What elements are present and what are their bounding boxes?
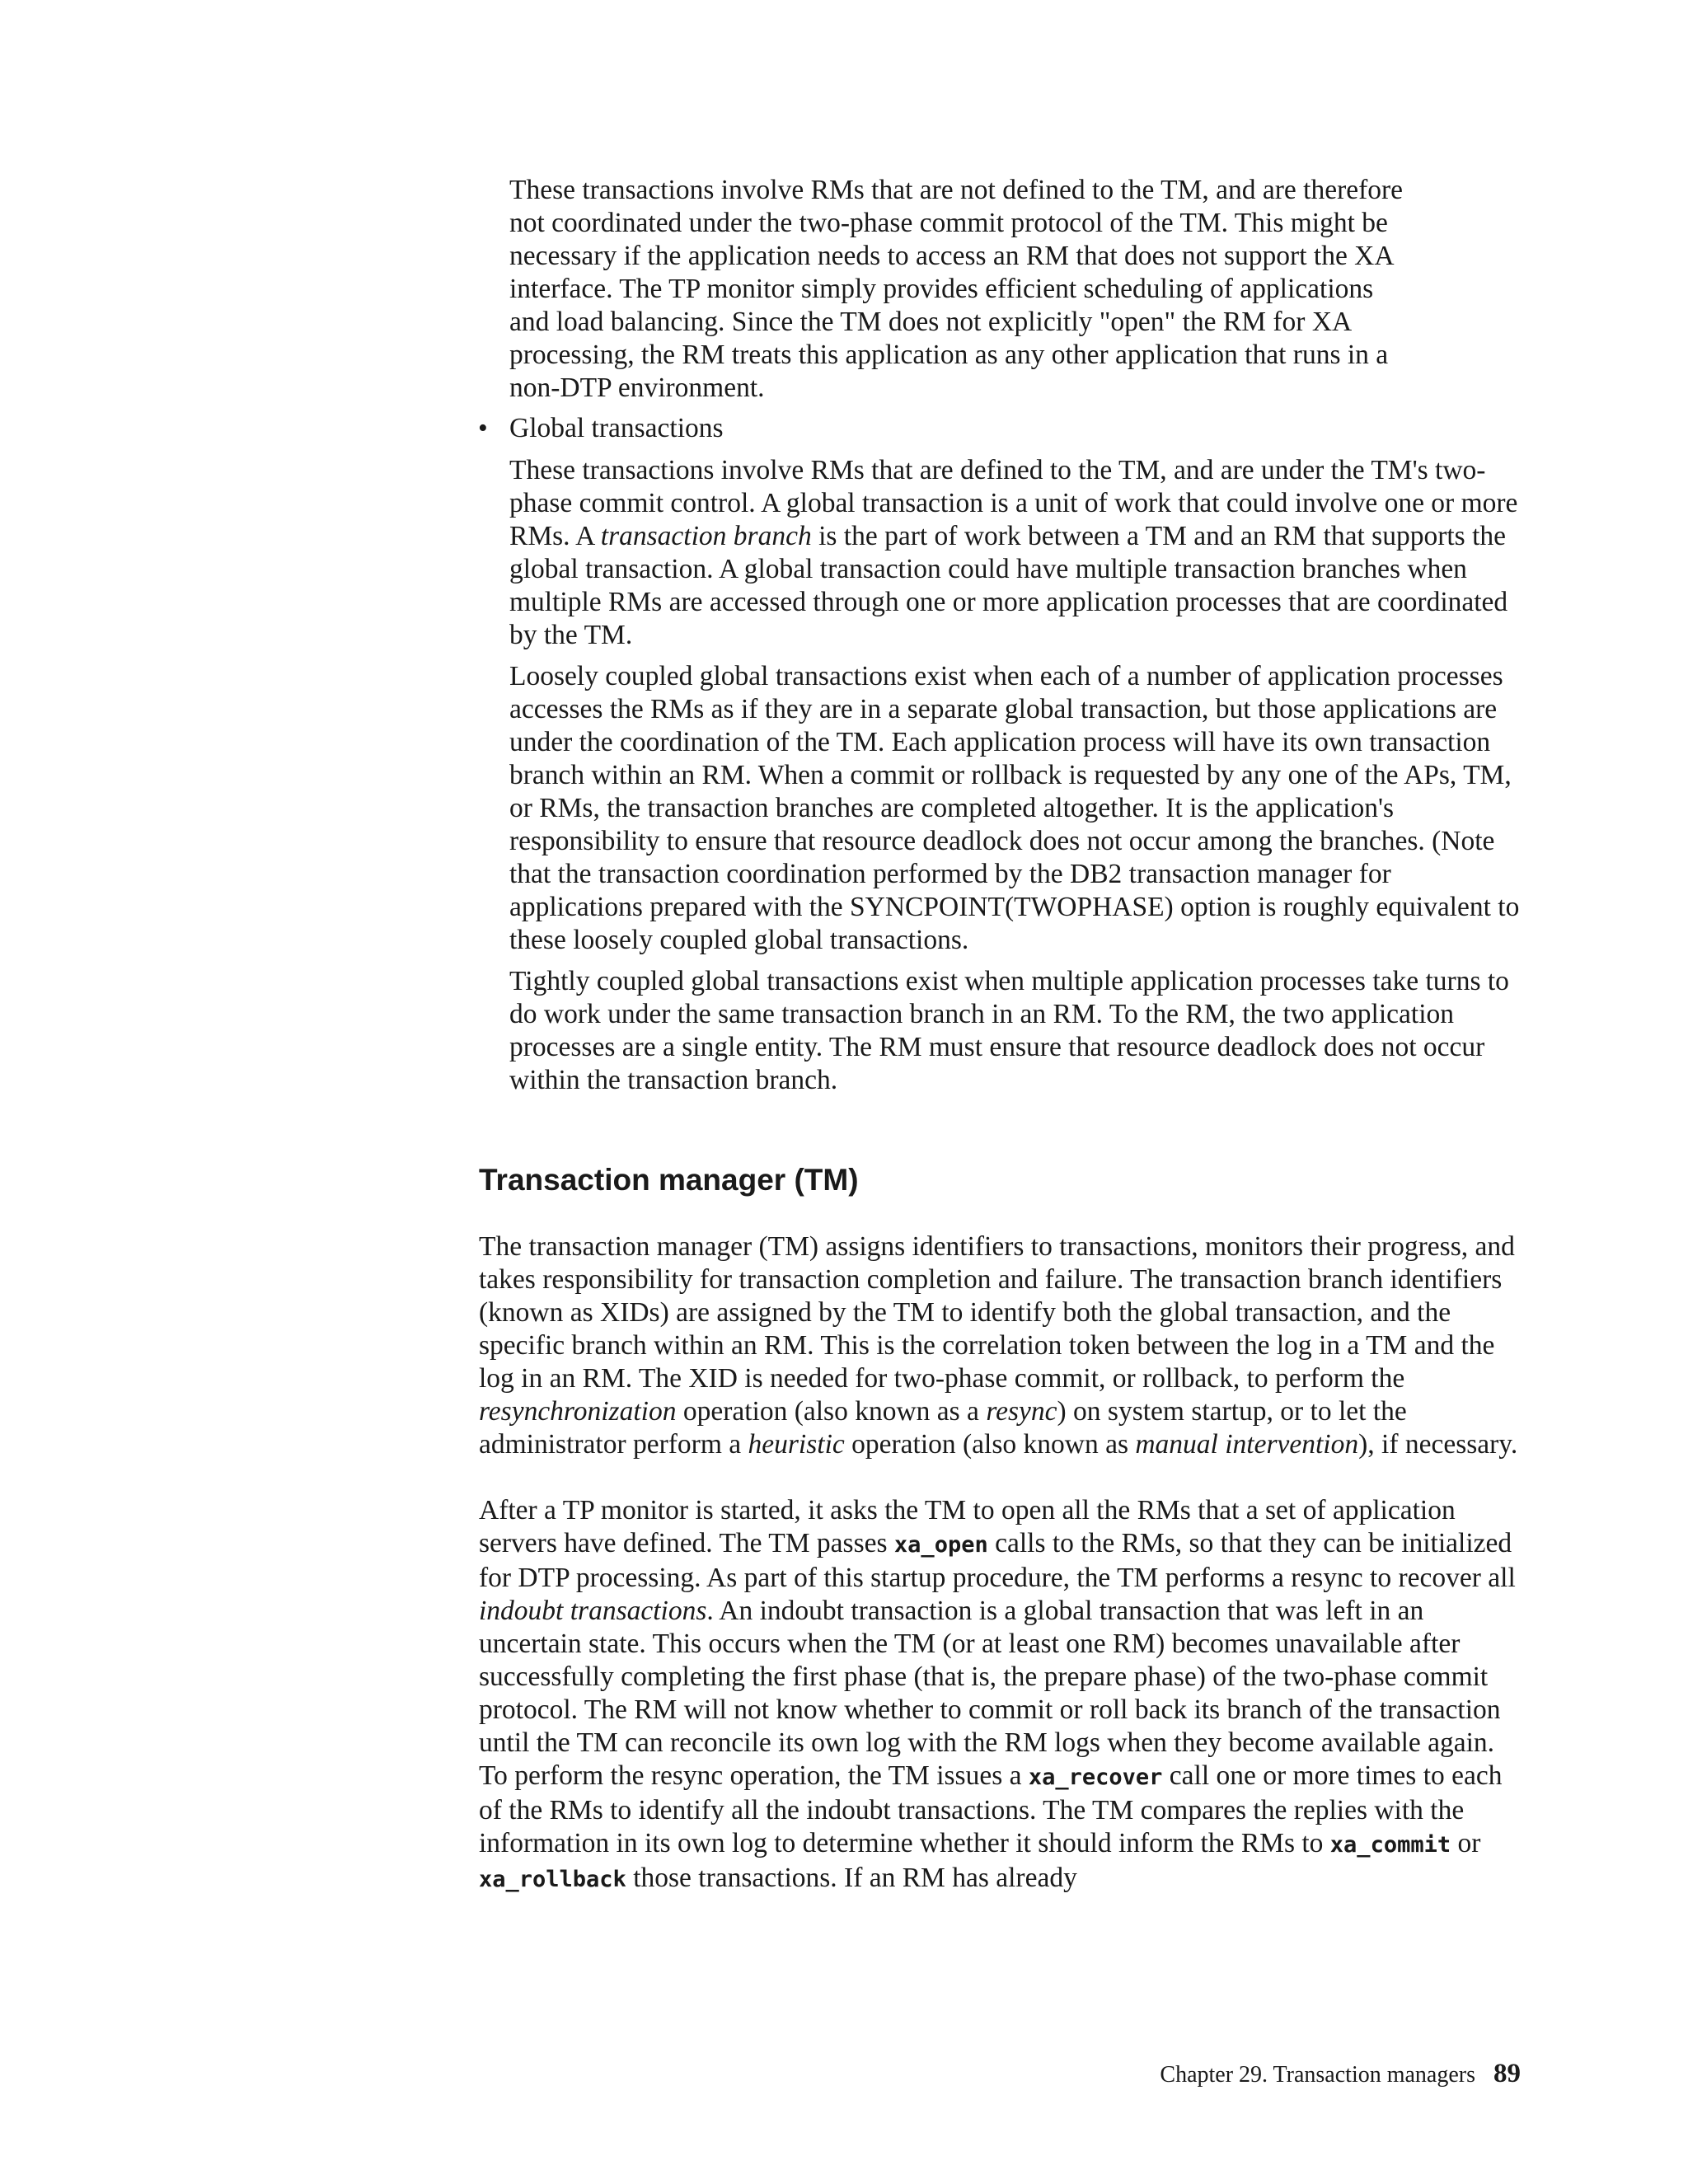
text-run: or bbox=[1451, 1828, 1481, 1858]
code-term: xa_rollback bbox=[479, 1867, 626, 1892]
text-run: After a TP monitor is started, it asks the TM to open all the RMs that a set of application servers have defined. The TM passes bbox=[479, 1495, 1456, 1558]
code-term: xa_open bbox=[893, 1532, 988, 1558]
text-run: calls to the RMs, so that they can be initialized for DTP processing. As part of this startup procedure, the TM performs a resync to recover all bbox=[479, 1528, 1516, 1593]
text-line: non-DTP environment. bbox=[509, 373, 765, 403]
text-run: . An indoubt transaction is a global transaction that was left in an uncertain state. This occurs when the TM (or at least one RM) becomes unavailable after successfully completing the first phase (that is, the prepare phase) of the two-phase commit protocol. The RM will not know whether to commit or roll back its branch of the transaction until the TM can reconcile its own log with the RM logs when they become available again. To perform the resync operation, the TM issues a bbox=[479, 1596, 1501, 1791]
text-run: call one or more times to each of the RMs to identify all the indoubt transactions. The TM compares the replies with the information in its own log to determine whether it should inform the RMs to bbox=[479, 1760, 1503, 1858]
global-transactions-description bbox=[509, 454, 1523, 1105]
emphasis-term: manual intervention bbox=[1135, 1429, 1359, 1460]
text-run: ), if necessary. bbox=[1358, 1429, 1518, 1460]
non-global-description bbox=[509, 174, 1523, 405]
section-body bbox=[479, 1230, 1526, 1929]
section-heading: Transaction manager (TM) bbox=[479, 1163, 859, 1197]
page-footer bbox=[1160, 2059, 1521, 2089]
emphasis-term: transaction branch bbox=[600, 521, 812, 551]
text-run: is the part of work between a TM and an RM that supports the global transaction. A global transaction could have multiple transaction branches when multiple RMs are accessed through one or more application processes that are coordinated by the TM. bbox=[509, 521, 1508, 650]
bullet-label: Global transactions bbox=[509, 413, 724, 443]
emphasis-term: heuristic bbox=[748, 1429, 845, 1460]
page-number: 89 bbox=[1493, 2059, 1521, 2088]
code-term: xa_commit bbox=[1329, 1832, 1451, 1858]
text-run: those transactions. If an RM has already bbox=[626, 1863, 1077, 1893]
text-line: These transactions involve RMs that are not defined to the TM, and are therefore bbox=[509, 175, 1404, 205]
paragraph bbox=[479, 1494, 1526, 1896]
bullet-icon: • bbox=[478, 413, 488, 443]
emphasis-term: resync bbox=[986, 1396, 1057, 1427]
emphasis-term: indoubt transactions bbox=[479, 1596, 707, 1626]
text-line: not coordinated under the two-phase commit protocol of the TM. This might be bbox=[509, 208, 1388, 238]
paragraph bbox=[479, 1230, 1526, 1461]
text-run: These transactions involve RMs that are defined to the TM, and are under the TM's two-phase commit control. A global transaction is a unit of work that could involve one or more RMs. A bbox=[509, 455, 1518, 551]
chapter-title: Chapter 29. Transaction managers bbox=[1160, 2062, 1475, 2088]
text-line: necessary if the application needs to access an RM that does not support the XA bbox=[509, 241, 1395, 271]
emphasis-term: resynchronization bbox=[479, 1396, 677, 1427]
paragraph: Loosely coupled global transactions exist when each of a number of application processes accesses the RMs as if they are in a separate global transaction, but those applications are under the coordination of the TM. Each application process will have its own transaction branch within an RM. When a commit or rollback is requested by any one of the APs, TM, or RMs, the transaction branches are completed altogether. It is the application's responsibility to ensure that resource deadlock does not occur among the branches. (Note that the transaction coordination performed by the DB2 transaction manager for applications prepared with the SYNCPOINT(TWOPHASE) option is roughly equivalent to these loosely coupled global transactions. bbox=[509, 661, 1520, 955]
text-line: and load balancing. Since the TM does not explicitly "open" the RM for XA bbox=[509, 307, 1353, 337]
paragraph bbox=[509, 454, 1523, 652]
text-run: ) on system startup, or to let the administrator perform a bbox=[479, 1396, 1407, 1460]
text-run: operation (also known as a bbox=[676, 1396, 987, 1427]
text-line: interface. The TP monitor simply provides efficient scheduling of applications bbox=[509, 274, 1374, 304]
bullet-item-global-transactions bbox=[478, 412, 1525, 445]
text-run: The transaction manager (TM) assigns identifiers to transactions, monitors their progress, and takes responsibility for transaction completion and failure. The transaction branch identifiers (known as XIDs) are assigned by the TM to identify both the global transaction, and the specific branch within an RM. This is the correlation token between the log in a TM and the log in an RM. The XID is needed for two-phase commit, or rollback, to perform the bbox=[479, 1231, 1515, 1394]
paragraph: Tightly coupled global transactions exist when multiple application processes take turns to do work under the same transaction branch in an RM. To the RM, the two application processes are a single entity. The RM must ensure that resource deadlock does not occur within the transaction branch. bbox=[509, 966, 1509, 1095]
text-run: operation (also known as bbox=[844, 1429, 1136, 1460]
text-line: processing, the RM treats this application as any other application that runs in a bbox=[509, 340, 1389, 370]
code-term: xa_recover bbox=[1028, 1765, 1163, 1790]
